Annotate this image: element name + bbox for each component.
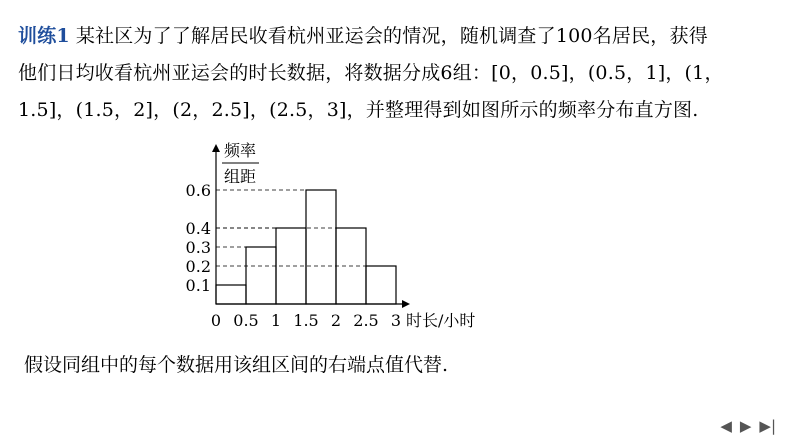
y-tick-label: 0.1 — [185, 276, 211, 295]
x-tick-label: 0 — [210, 311, 222, 330]
histogram-bar — [306, 190, 336, 304]
y-axis-arrow — [212, 144, 220, 152]
histogram-bar — [366, 266, 396, 304]
x-tick-label: 0.5 — [233, 311, 259, 330]
histogram-bar — [246, 247, 276, 304]
prev-slide-button[interactable]: ◀ — [720, 417, 732, 435]
x-tick-label: 1.5 — [293, 311, 319, 330]
x-axis-label: 时长/小时 — [406, 311, 476, 330]
x-tick-label: 2.5 — [353, 311, 379, 330]
next-slide-button[interactable]: ▶ — [739, 417, 752, 435]
y-tick-label: 0.4 — [185, 219, 211, 238]
y-label-numerator: 频率 — [223, 141, 257, 160]
x-tick-label: 1 — [270, 311, 282, 330]
y-tick-label: 0.6 — [185, 181, 211, 200]
x-tick-label: 2 — [330, 311, 342, 330]
x-axis-arrow — [402, 300, 410, 308]
problem-line-2: 他们日均收看杭州亚运会的时长数据，将数据分成6组：[0，0.5]，(0.5，1]，(1， — [18, 62, 724, 84]
x-tick-label: 3 — [390, 311, 402, 330]
histogram-bar — [216, 285, 246, 304]
problem-tag: 训练1 — [18, 25, 70, 47]
last-slide-button[interactable]: ▶| — [759, 417, 776, 435]
slide-nav — [720, 417, 776, 435]
y-tick-label: 0.3 — [185, 238, 211, 257]
problem-line-1-text: 某社区为了了解居民收看杭州亚运会的情况，随机调查了100名居民，获得 — [75, 25, 708, 47]
y-tick-label: 0.2 — [185, 257, 211, 276]
problem-line-3: 1.5]，(1.5，2]，(2，2.5]，(2.5，3]，并整理得到如图所示的频率分布直方图. — [18, 99, 699, 121]
assumption-note: 假设同组中的每个数据用该组区间的右端点值代替. — [24, 354, 449, 376]
y-label-denominator: 组距 — [223, 167, 257, 186]
